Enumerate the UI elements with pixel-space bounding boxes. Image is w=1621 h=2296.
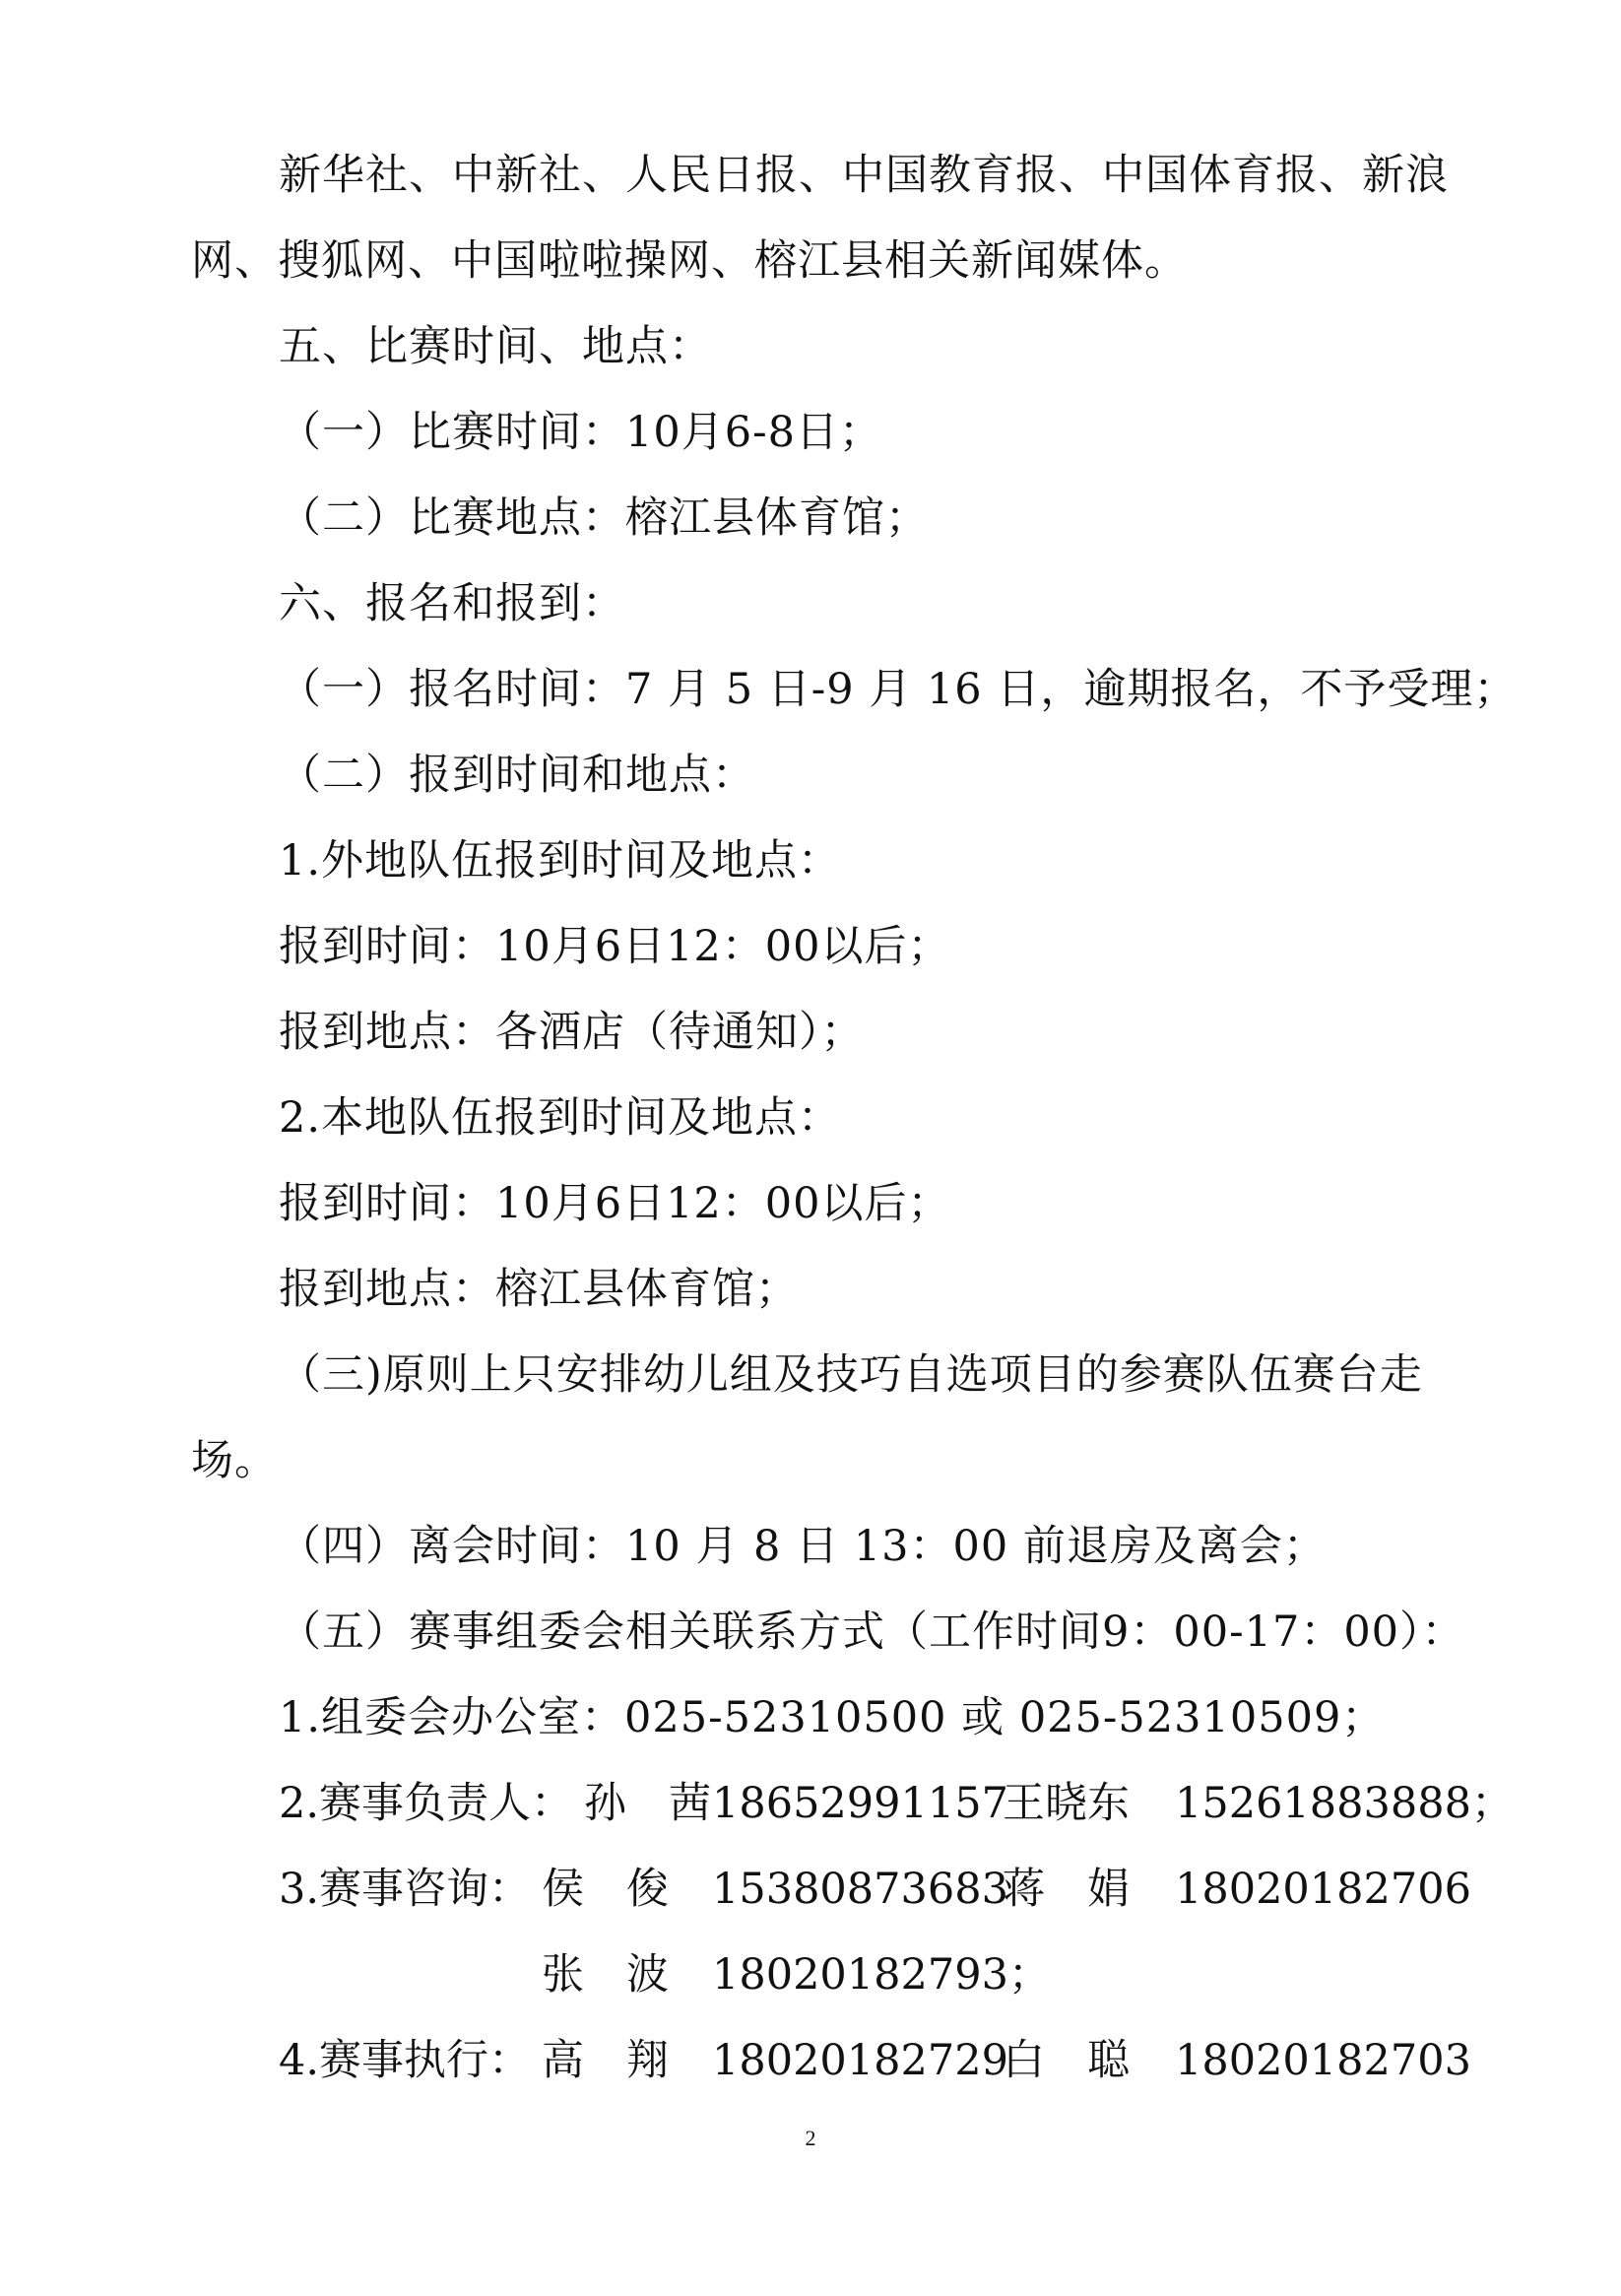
page-number: 2 [805, 2126, 816, 2150]
contact-name: 蒋 娟 [1003, 1865, 1130, 1914]
body-line: 2.本地队伍报到时间及地点： [279, 1093, 842, 1143]
contact-name: 孙 茜 [584, 1779, 711, 1828]
body-line: 报到地点：各酒店（待通知）； [279, 1008, 865, 1057]
contact-label: 3.赛事咨询： [279, 1865, 532, 1914]
body-line: 1.外地队伍报到时间及地点： [279, 836, 842, 886]
contact-phone: 15380873683 [712, 1865, 1008, 1914]
contact-phone: 15261883888； [1175, 1779, 1514, 1828]
contact-label: 4.赛事执行： [279, 2036, 532, 2085]
body-line: （五）赛事组委会相关联系方式（工作时间9：00-17：00）： [279, 1607, 1465, 1657]
body-line: 报到时间：10月6日12：00以后； [279, 1179, 951, 1228]
contact-phone: 18020182703 [1175, 2036, 1471, 2085]
body-line: 1.组委会办公室：025-52310500 或 025-52310509； [279, 1693, 1386, 1742]
body-line: （二）报到时间和地点： [279, 751, 755, 800]
body-line: 新华社、中新社、人民日报、中国教育报、中国体育报、新浪 [279, 151, 1449, 200]
body-line: （三)原则上只安排幼儿组及技巧自选项目的参赛队伍赛台走 [279, 1350, 1423, 1400]
contact-name: 侯 俊 [542, 1865, 669, 1914]
contact-phone: 18020182793； [712, 1950, 1051, 2000]
contact-phone: 18020182729 [712, 2036, 1008, 2085]
contact-name: 张 波 [542, 1950, 669, 2000]
body-line: 报到时间：10月6日12：00以后； [279, 922, 951, 971]
contact-row [279, 1949, 1441, 2001]
contact-row [279, 1778, 1514, 1829]
body-line: （一）比赛时间：10月6-8日； [279, 408, 882, 457]
section-heading: 六、报名和报到： [279, 579, 625, 628]
contact-row [279, 2035, 1471, 2086]
body-line: （二）比赛地点：榕江县体育馆； [279, 493, 929, 543]
contact-row [279, 1864, 1471, 1915]
body-line: （四）离会时间：10 月 8 日 13：00 前退房及离会； [279, 1522, 1327, 1571]
contact-name: 王晓东 [1003, 1779, 1130, 1828]
contact-phone: 18652991157 [712, 1779, 1008, 1828]
contact-name: 白 聪 [1003, 2036, 1130, 2085]
contact-phone: 18020182706 [1175, 1865, 1471, 1914]
body-line: 网、搜狐网、中国啦啦操网、榕江县相关新闻媒体。 [191, 236, 1188, 286]
contact-label: 2.赛事负责人： [279, 1779, 574, 1828]
body-line: 场。 [191, 1436, 278, 1485]
contact-name: 高 翔 [542, 2036, 669, 2085]
body-line: 报到地点：榕江县体育馆； [279, 1265, 799, 1314]
body-line: （一）报名时间：7 月 5 日-9 月 16 日，逾期报名，不予受理； [279, 665, 1518, 714]
section-heading: 五、比赛时间、地点： [279, 322, 712, 371]
